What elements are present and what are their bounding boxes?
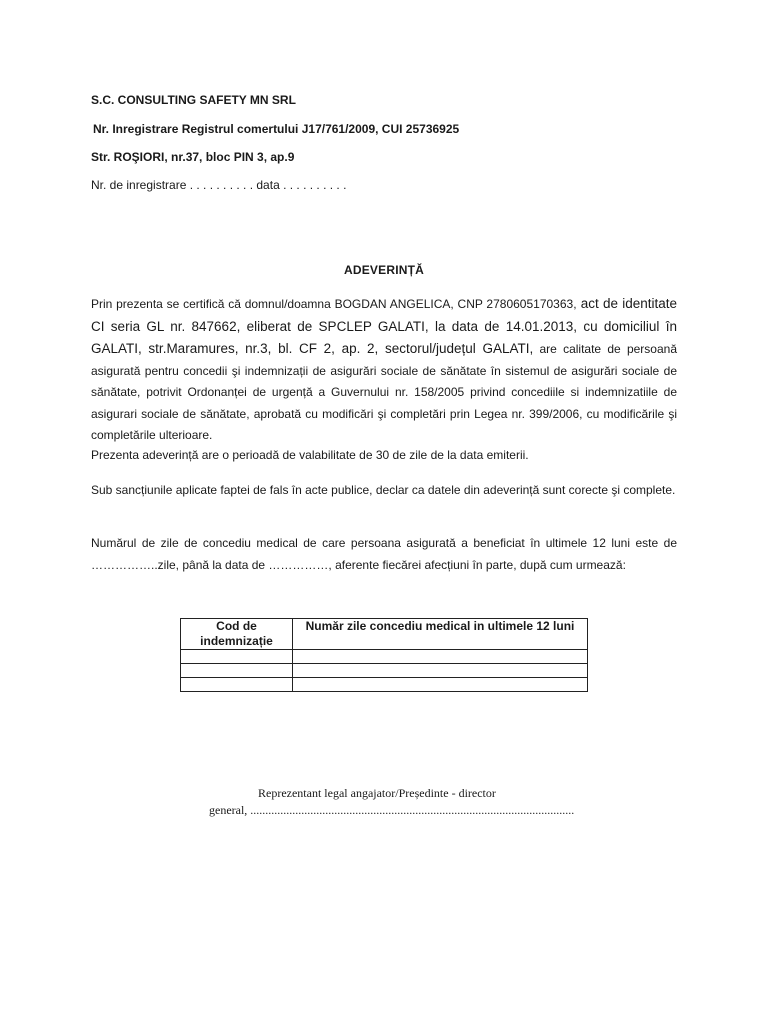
table-cell [181, 678, 293, 692]
company-registration: Nr. Inregistrare Registrul comertului J17/761/2009, CUI 25736925 [93, 122, 460, 136]
column-header-code: Cod de indemnizație [181, 619, 293, 650]
validity-paragraph: Prezenta adeverință are o perioadă de valabilitate de 30 de zile de la data emiterii. [91, 448, 529, 462]
table-row [181, 678, 588, 692]
document-title: ADEVERINȚĂ [343, 263, 424, 277]
table-cell [293, 678, 588, 692]
medical-leave-paragraph: Numărul de zile de concediu medical de care persoana asigurată a beneficiat în ultimele 12 luni este de ……………..zile, până la data de ……………, aferente fiecărei afecțiuni în parte, după cum urmează: [91, 536, 677, 572]
table-header-row [181, 619, 588, 650]
certification-text-legal: are calitate de persoană asigurată pentru concedii şi indemnizații de asigurări sociale de sănătate în sistemul de asigurări sociale de sănătate, potrivit Ordonanței de urgență a Guvernului nr. 158/2005 privind concediile si indemnizatiile de asigurari sociale de sănătate, aprobată cu modificări şi completări prin Legea nr. 399/2006, cu modificările şi completările ulterioare. [91, 342, 677, 442]
certification-text-intro: Prin prezenta se certifică că domnul/doamna BOGDAN ANGELICA, CNP 2780605170363, [91, 297, 577, 311]
table-row [181, 664, 588, 678]
column-header-days: Număr zile concediu medical in ultimele 12 luni [293, 619, 588, 650]
table-row [181, 650, 588, 664]
registration-number-line: Nr. de inregistrare . . . . . . . . . . data . . . . . . . . . . [91, 178, 347, 192]
table-cell [181, 664, 293, 678]
certification-text-identity: act de identitate CI seria GL nr. 847662, eliberat de SPCLEP GALATI, la data de 14.01.2013, cu domiciliul în GALATI, str.Maramures, nr.3, bl. CF 2, ap. 2, sectorul/județul GALATI, [91, 296, 677, 356]
table-cell [293, 664, 588, 678]
declaration-paragraph: Sub sancțiunile aplicate faptei de fals în acte publice, declar ca datele din adeverință sunt corecte şi complete. [91, 483, 676, 497]
signature-line: general, ............................................................................................................ [209, 803, 575, 817]
table-cell [293, 650, 588, 664]
company-address: Str. ROŞIORI, nr.37, bloc PIN 3, ap.9 [91, 150, 295, 164]
signature-title: Reprezentant legal angajator/Președinte - director [258, 786, 496, 800]
company-name: S.C. CONSULTING SAFETY MN SRL [91, 93, 296, 107]
table-cell [181, 650, 293, 664]
medical-leave-table [180, 618, 588, 692]
certification-paragraph [91, 293, 677, 447]
